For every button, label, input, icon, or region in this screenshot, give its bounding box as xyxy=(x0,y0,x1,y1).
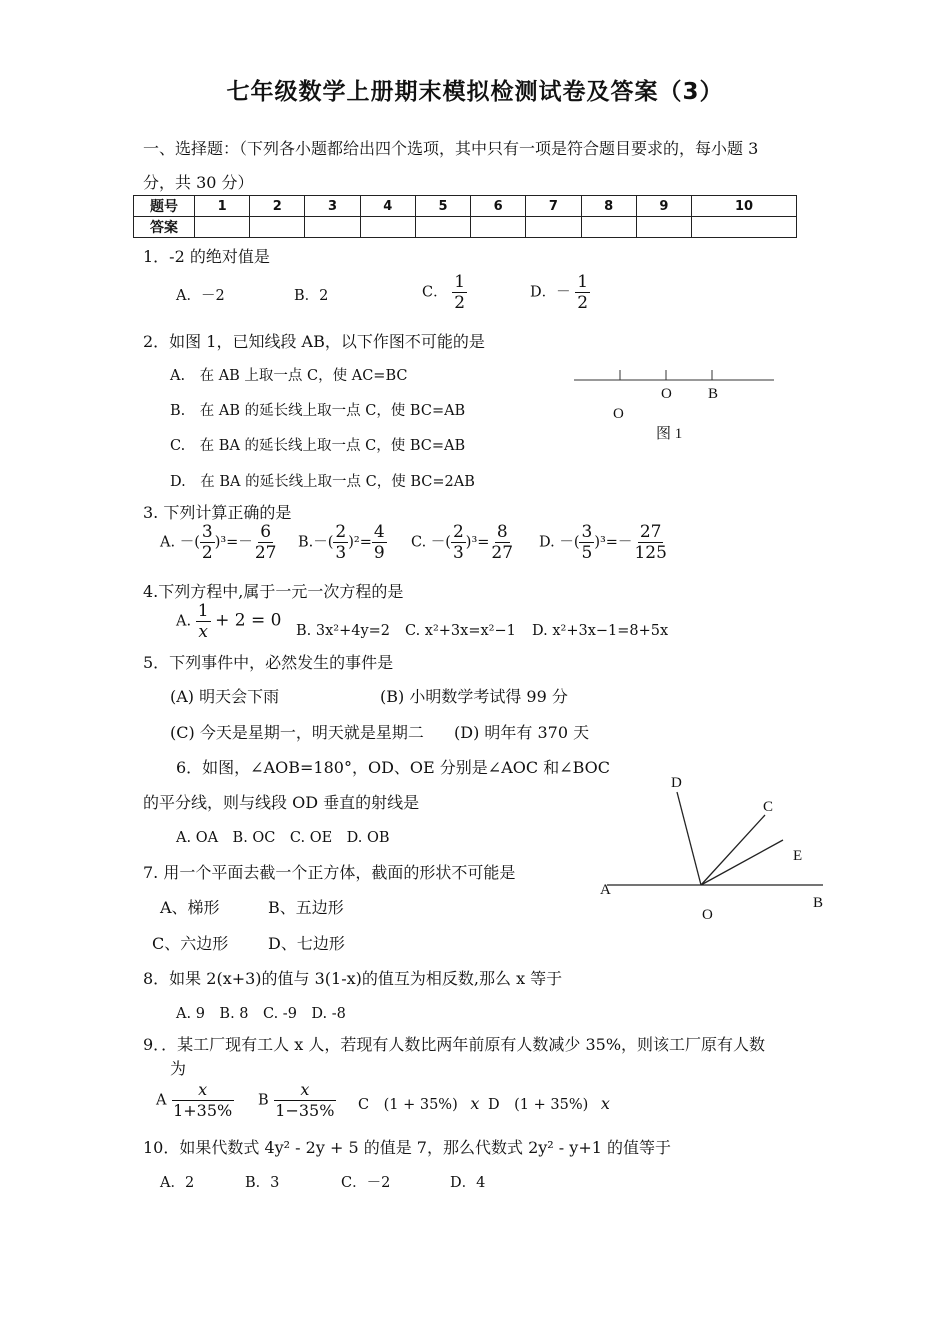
fraction-denominator: 2 xyxy=(201,543,213,563)
q3-c-result-fraction xyxy=(489,522,515,563)
fraction-numerator: 2 xyxy=(452,522,464,542)
q6-stem-line2: 的平分线，则与线段 OD 垂直的射线是 xyxy=(143,793,420,812)
q4-stem: 4.下列方程中,属于一元一次方程的是 xyxy=(143,582,404,601)
question-number: 7 xyxy=(526,196,581,217)
fraction-denominator: 125 xyxy=(634,543,667,563)
q4-a-rest: + 2 = 0 xyxy=(215,610,282,631)
answer-cell[interactable] xyxy=(526,217,581,238)
q2-option-d: D. 在 BA 的延长线上取一点 C，使 BC=2AB xyxy=(170,474,475,490)
ray-oc xyxy=(701,815,765,885)
q3-b-power: )²= xyxy=(348,534,372,551)
q9-b-label: B xyxy=(258,1092,269,1109)
q2-option-b: B. 在 AB 的延长线上取一点 C，使 BC=AB xyxy=(170,403,466,419)
q5-option-a: (A) 明天会下雨 xyxy=(170,687,280,706)
q1-option-c xyxy=(422,272,467,313)
q8-options: A. 9 B. 8 C. -9 D. -8 xyxy=(176,1006,346,1022)
answer-table xyxy=(133,195,797,238)
fraction-numerator: 1 xyxy=(454,272,466,292)
q3-option-a xyxy=(160,522,278,563)
q9-a-fraction xyxy=(171,1080,234,1121)
q10-option-c: C．－2 xyxy=(341,1175,391,1191)
q5-option-c: (C) 今天是星期一，明天就是星期二 xyxy=(170,723,424,742)
fraction-denominator: 5 xyxy=(581,543,593,563)
fraction-denominator: x xyxy=(198,622,208,642)
q3-a-power: )³=－ xyxy=(214,534,253,551)
answer-cell[interactable] xyxy=(581,217,636,238)
answer-table-number-row xyxy=(134,196,797,217)
q1-option-c-fraction xyxy=(452,272,467,313)
q3-c-label: C. －( xyxy=(411,534,451,551)
q9-b-fraction xyxy=(273,1080,336,1121)
q3-d-base-fraction xyxy=(579,522,594,563)
question-number: 3 xyxy=(305,196,360,217)
q1-option-c-label: C． xyxy=(422,284,448,301)
answer-cell[interactable] xyxy=(691,217,796,238)
q9-option-a xyxy=(156,1080,234,1121)
question-number: 4 xyxy=(360,196,415,217)
q9-stem-line2: 为 xyxy=(170,1059,187,1078)
q9-c-label: C (1 + 35%) xyxy=(358,1097,458,1113)
fraction-numerator: 8 xyxy=(496,522,508,542)
answer-row-label: 答案 xyxy=(134,217,195,238)
fraction-denominator: 2 xyxy=(454,293,466,313)
q3-option-c xyxy=(411,522,515,563)
q9-a-label: A xyxy=(156,1092,167,1109)
figure-1-line-segment xyxy=(570,360,780,450)
q7-option-b: B、五边形 xyxy=(268,898,344,917)
answer-cell[interactable] xyxy=(471,217,526,238)
question-number: 6 xyxy=(471,196,526,217)
question-number: 5 xyxy=(415,196,470,217)
q6-stem-line1: 6．如图，∠AOB=180°，OD、OE 分别是∠AOC 和∠BOC xyxy=(176,758,611,777)
label-e: E xyxy=(793,848,803,864)
q10-stem: 10．如果代数式 4y² - 2y + 5 的值是 7，那么代数式 2y² - y+1 的值等于 xyxy=(143,1138,671,1157)
q7-option-a: A、梯形 xyxy=(160,898,220,917)
fraction-numerator: 3 xyxy=(201,522,213,542)
q3-d-label: D. －( xyxy=(539,534,580,551)
q3-c-base-fraction xyxy=(451,522,466,563)
fraction-numerator: x xyxy=(274,1080,336,1101)
answer-cell[interactable] xyxy=(195,217,250,238)
q2-option-c: C. 在 BA 的延长线上取一点 C，使 BC=AB xyxy=(170,438,466,454)
question-number: 8 xyxy=(581,196,636,217)
q7-stem: 7. 用一个平面去截一个正方体，截面的形状不可能是 xyxy=(143,863,516,882)
answer-table-answer-row xyxy=(134,217,797,238)
q3-option-b xyxy=(298,522,387,563)
q5-option-d: (D) 明年有 370 天 xyxy=(454,723,590,742)
q4-option-b: B. 3x²+4y=2 xyxy=(296,623,391,639)
q4-a-fraction xyxy=(196,601,211,642)
fraction-numerator: 27 xyxy=(639,522,662,542)
q9-option-d xyxy=(488,1093,610,1114)
figure-1-label-o-lower: O xyxy=(613,406,624,422)
fraction-numerator: 2 xyxy=(335,522,347,542)
question-number: 2 xyxy=(250,196,305,217)
q5-stem: 5．下列事件中，必然发生的事件是 xyxy=(143,653,394,672)
q9-d-variable: x xyxy=(600,1094,610,1113)
fraction-denominator: 1+35% xyxy=(173,1101,233,1120)
question-number: 1 xyxy=(195,196,250,217)
figure-angle-diagram xyxy=(595,770,835,925)
answer-cell[interactable] xyxy=(415,217,470,238)
q3-d-result-fraction xyxy=(632,522,668,563)
fraction-denominator: 27 xyxy=(254,543,277,563)
fraction-numerator: x xyxy=(172,1080,234,1101)
q3-c-power: )³= xyxy=(465,534,490,551)
fraction-numerator: 6 xyxy=(260,522,272,542)
answer-cell[interactable] xyxy=(305,217,360,238)
figure-1-label-o: O xyxy=(661,386,672,402)
label-d: D xyxy=(671,775,682,791)
figure-1-label-b: B xyxy=(708,386,719,402)
label-c: C xyxy=(763,799,774,815)
label-o: O xyxy=(702,907,713,923)
q7-option-c: C、六边形 xyxy=(152,934,229,953)
q3-a-label: A. －( xyxy=(160,534,200,551)
q10-option-a: A．2 xyxy=(160,1175,195,1191)
q6-options: A. OA B. OC C. OE D. OB xyxy=(176,830,390,846)
question-number: 9 xyxy=(636,196,691,217)
q3-a-base-fraction xyxy=(200,522,215,563)
q3-d-power: )³=－ xyxy=(594,534,633,551)
q1-stem: 1．-2 的绝对值是 xyxy=(143,247,270,266)
ray-od xyxy=(677,792,701,885)
fraction-denominator: 3 xyxy=(452,543,464,563)
answer-cell[interactable] xyxy=(636,217,691,238)
label-b: B xyxy=(813,895,824,911)
q8-stem: 8．如果 2(x+3)的值与 3(1-x)的值互为相反数,那么 x 等于 xyxy=(143,969,563,988)
answer-cell[interactable] xyxy=(360,217,415,238)
q4-option-d: D. x²+3x−1=8+5x xyxy=(532,623,669,639)
q4-option-a xyxy=(176,601,281,642)
section-heading-line1: 一、选择题：（下列各小题都给出四个选项，其中只有一项是符合题目要求的，每小题 3 xyxy=(143,139,759,158)
fraction-denominator: 9 xyxy=(373,543,385,563)
q4-option-c: C. x²+3x=x²−1 xyxy=(405,623,516,639)
q2-option-a: A. 在 AB 上取一点 C，使 AC=BC xyxy=(170,368,408,384)
fraction-denominator: 2 xyxy=(577,293,589,313)
fraction-denominator: 1−35% xyxy=(275,1101,335,1120)
q9-option-b xyxy=(258,1080,336,1121)
q1-option-d-fraction xyxy=(575,272,590,313)
number-row-label: 题号 xyxy=(134,196,195,217)
fraction-numerator: 3 xyxy=(581,522,593,542)
fraction-numerator: 1 xyxy=(577,272,589,292)
fraction-numerator: 4 xyxy=(373,522,385,542)
q10-option-b: B．3 xyxy=(245,1175,280,1191)
q3-b-result-fraction xyxy=(372,522,387,563)
fraction-denominator: 3 xyxy=(335,543,347,563)
fraction-numerator: 1 xyxy=(197,601,209,621)
q3-stem: 3. 下列计算正确的是 xyxy=(143,503,292,522)
q1-option-b: B．2 xyxy=(294,288,329,304)
label-a: A xyxy=(600,882,611,898)
page-title: 七年级数学上册期末模拟检测试卷及答案（3） xyxy=(226,79,724,105)
q3-b-label: B.－( xyxy=(298,534,334,551)
q3-option-d xyxy=(539,522,669,563)
q1-option-d xyxy=(530,272,590,313)
q9-d-label: D (1 + 35%) xyxy=(488,1097,589,1113)
q2-stem: 2．如图 1，已知线段 AB，以下作图不可能的是 xyxy=(143,332,485,351)
question-number: 10 xyxy=(691,196,796,217)
q5-option-b: (B) 小明数学考试得 99 分 xyxy=(380,687,568,706)
ray-oe xyxy=(701,840,783,885)
q10-option-d: D．4 xyxy=(450,1175,486,1191)
section-heading-line2: 分，共 30 分） xyxy=(143,173,254,192)
fraction-denominator: 27 xyxy=(491,543,514,563)
answer-cell[interactable] xyxy=(250,217,305,238)
figure-1-caption: 图 1 xyxy=(656,426,683,442)
q9-stem-line1: 9．．某工厂现有工人 x 人，若现有人数比两年前原有人数减少 35%，则该工厂原有人数 xyxy=(143,1035,766,1054)
q9-option-c xyxy=(358,1093,479,1114)
q1-option-a: A．－2 xyxy=(176,288,225,304)
q3-b-base-fraction xyxy=(333,522,348,563)
q1-option-d-label: D．－ xyxy=(530,284,571,301)
q9-c-variable: x xyxy=(470,1094,480,1113)
q3-a-result-fraction xyxy=(253,522,279,563)
q4-a-label: A. xyxy=(176,613,192,630)
q7-option-d: D、七边形 xyxy=(268,934,345,953)
